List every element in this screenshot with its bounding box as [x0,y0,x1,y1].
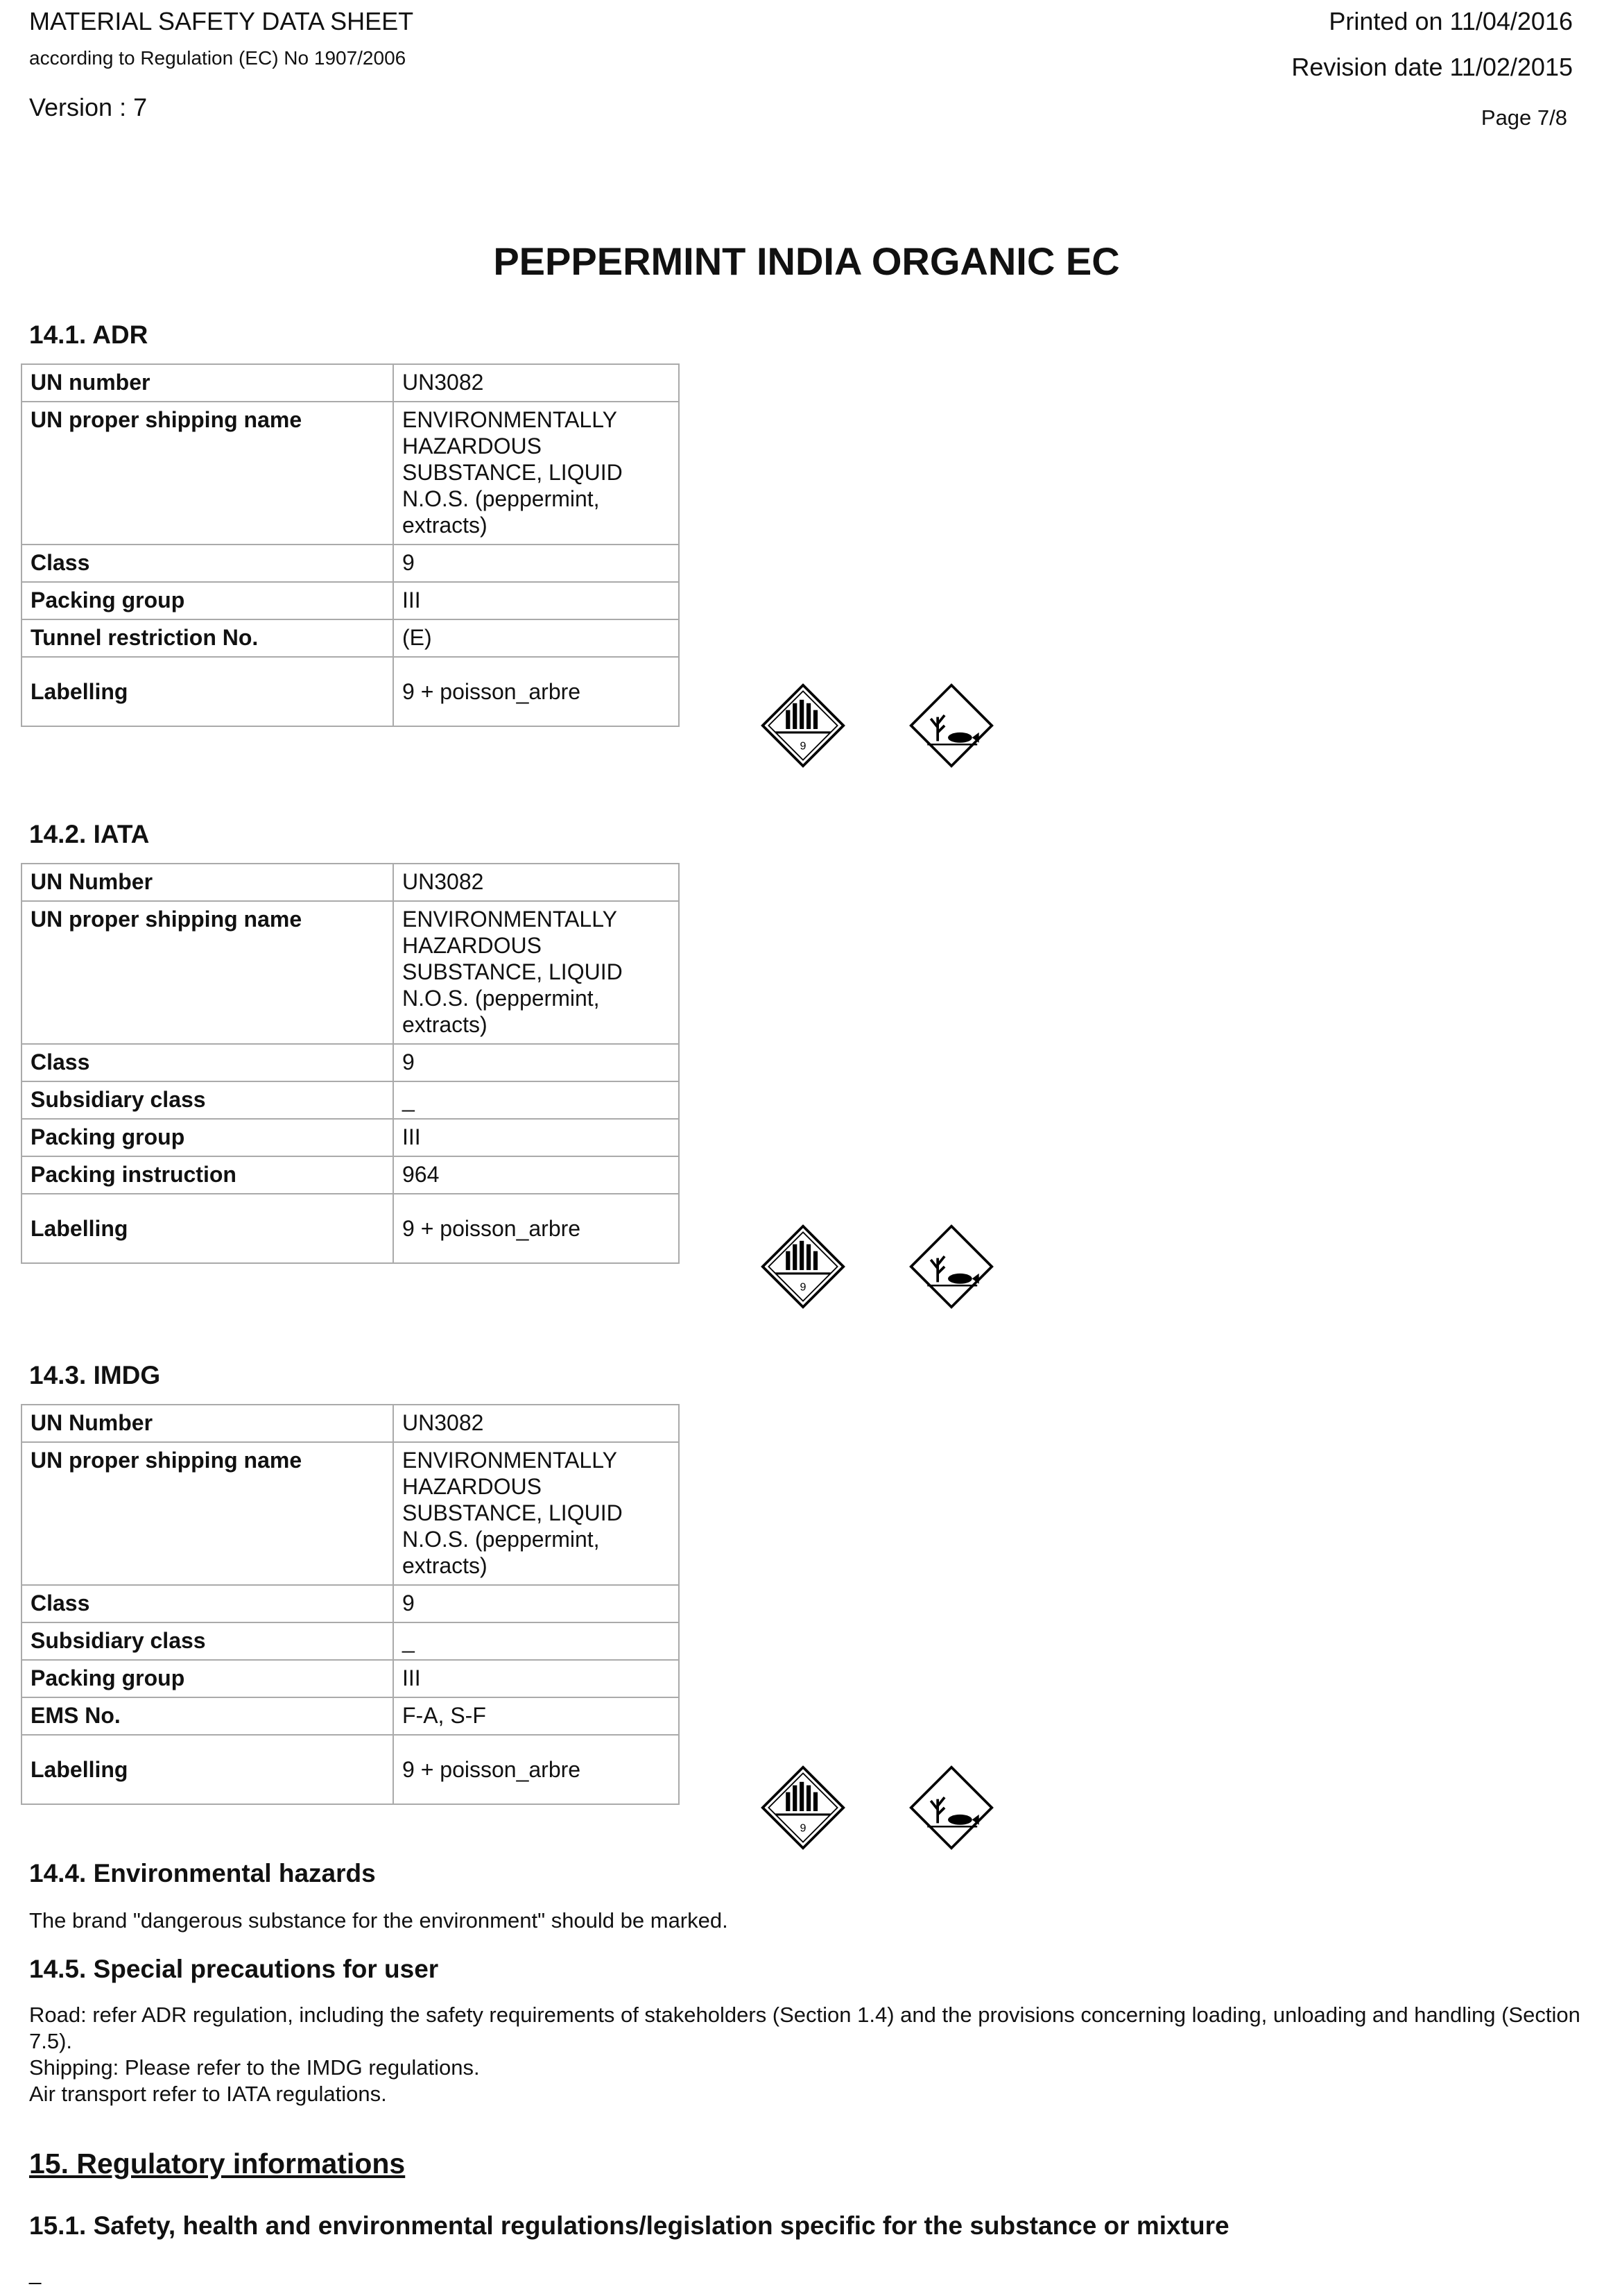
row-value: (E) [393,619,679,657]
table-row [21,582,679,619]
environment-hazard-icon [908,683,994,769]
table-row [21,657,679,726]
section-heading-iata: 14.2. IATA [29,820,150,848]
table-row [21,901,679,1044]
table-row [21,1194,679,1263]
table-row [21,364,679,402]
page-title: PEPPERMINT INDIA ORGANIC EC [493,239,1120,283]
row-value: ENVIRONMENTALLY HAZARDOUS SUBSTANCE, LIQUID N.O.S. (peppermint, extracts) [393,402,679,545]
row-key: Packing instruction [21,1156,393,1194]
svg-text:9: 9 [800,739,806,753]
environment-hazard-icon [908,1765,994,1851]
table-row [21,1622,679,1660]
regulation-note: according to Regulation (EC) No 1907/2006 [29,47,406,69]
row-value: 9 [393,545,679,582]
class-9-misc-hazard-icon [760,683,846,769]
row-key: Labelling [21,1735,393,1804]
section-heading-env: 14.4. Environmental hazards [29,1859,376,1887]
table-row [21,1697,679,1735]
row-value: 9 [393,1044,679,1081]
row-key: Class [21,545,393,582]
row-value: 9 [393,1585,679,1622]
page-number: Page 7/8 [1481,105,1567,130]
section-heading-adr: 14.1. ADR [29,320,148,349]
table-row [21,402,679,545]
table-row [21,1119,679,1156]
table-row [21,1735,679,1804]
row-key: Packing group [21,582,393,619]
row-key: Subsidiary class [21,1081,393,1119]
section-heading-special: 14.5. Special precautions for user [29,1955,439,1983]
table-row [21,1660,679,1697]
row-value: _ [393,1622,679,1660]
row-key: Packing group [21,1119,393,1156]
svg-text:9: 9 [800,1822,806,1835]
imdg-table [21,1404,680,1805]
row-key: UN proper shipping name [21,901,393,1044]
section-heading-imdg: 14.3. IMDG [29,1361,161,1389]
printed-date: Printed on 11/04/2016 [1329,7,1573,35]
row-value: UN3082 [393,1405,679,1442]
special-precautions-text [29,2002,1582,2107]
precaution-line: Air transport refer to IATA regulations. [29,2082,387,2106]
section-heading-regulations: 15.1. Safety, health and environmental regulations/legislation specific for the substance or mixture [29,2211,1230,2240]
row-key: UN Number [21,1405,393,1442]
row-key: Packing group [21,1660,393,1697]
table-row [21,1156,679,1194]
table-row [21,1405,679,1442]
row-value: ENVIRONMENTALLY HAZARDOUS SUBSTANCE, LIQUID N.O.S. (peppermint, extracts) [393,901,679,1044]
row-key: Class [21,1585,393,1622]
row-value: 964 [393,1156,679,1194]
precaution-line: Shipping: Please refer to the IMDG regulations. [29,2055,480,2080]
environment-hazard-icon [908,1224,994,1310]
class-9-misc-hazard-icon [760,1765,846,1851]
row-value: III [393,1660,679,1697]
row-value: UN3082 [393,364,679,402]
table-row [21,1044,679,1081]
row-value: 9 + poisson_arbre [393,657,679,726]
row-key: EMS No. [21,1697,393,1735]
svg-text:9: 9 [800,1280,806,1294]
row-value: 9 + poisson_arbre [393,1194,679,1263]
table-row [21,1585,679,1622]
adr-table [21,363,680,727]
row-value: ENVIRONMENTALLY HAZARDOUS SUBSTANCE, LIQUID N.O.S. (peppermint, extracts) [393,1442,679,1585]
row-key: UN proper shipping name [21,402,393,545]
row-key: Class [21,1044,393,1081]
row-key: Tunnel restriction No. [21,619,393,657]
table-row [21,619,679,657]
revision-date: Revision date 11/02/2015 [1291,53,1573,81]
section-heading-regulatory: 15. Regulatory informations [29,2148,406,2179]
table-row [21,545,679,582]
iata-table [21,863,680,1264]
row-key: UN proper shipping name [21,1442,393,1585]
row-value: 9 + poisson_arbre [393,1735,679,1804]
table-row [21,1081,679,1119]
row-value: III [393,1119,679,1156]
class-9-misc-hazard-icon [760,1224,846,1310]
row-value: F-A, S-F [393,1697,679,1735]
row-value: UN3082 [393,864,679,901]
row-key: Labelling [21,1194,393,1263]
table-row [21,1442,679,1585]
table-row [21,864,679,901]
document-type: MATERIAL SAFETY DATA SHEET [29,7,414,35]
regulations-text: _ [29,2261,42,2285]
row-value: III [393,582,679,619]
env-hazard-text: The brand "dangerous substance for the environment" should be marked. [29,1908,728,1933]
row-key: Subsidiary class [21,1622,393,1660]
row-key: Labelling [21,657,393,726]
version-label: Version : 7 [29,93,148,121]
precaution-line: Road: refer ADR regulation, including the safety requirements of stakeholders (Section 1.4) and the provisions concerning loading, unloading and handling (Section 7.5). [29,2003,1580,2053]
row-key: UN number [21,364,393,402]
row-value: _ [393,1081,679,1119]
row-key: UN Number [21,864,393,901]
